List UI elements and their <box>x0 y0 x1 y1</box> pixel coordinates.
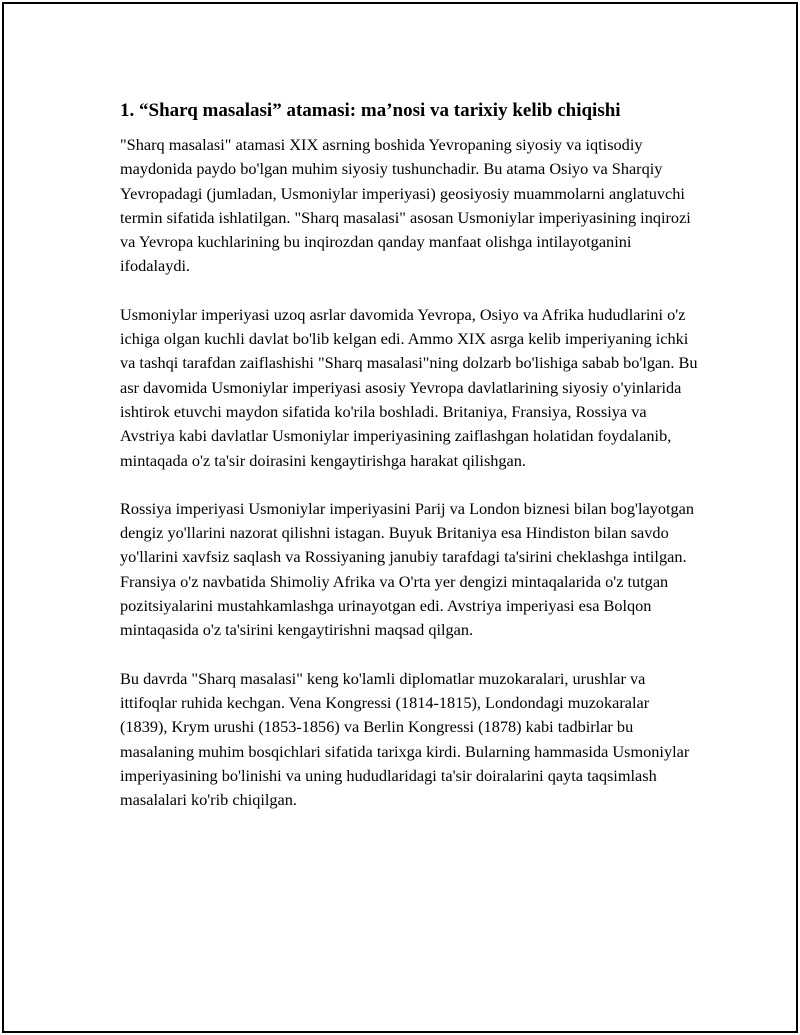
paragraph-1: "Sharq masalasi" atamasi XIX asrning boshida Yevropaning siyosiy va iqtisodiy maydonida paydo bo'lgan muhim siyosiy tushunchadir. Bu atama Osiyo va Sharqiy Yevropadagi (jumladan, Usmoniylar imperiyasi) geosiyosiy muammolarni anglatuvchi termin sifatida ishlatilgan. "Sharq masalasi" asosan Usmoniylar imperiyasining inqirozi va Yevropa kuchlarining bu inqirozdan qanday manfaat olishga intilayotganini ifodalaydi. <box>120 135 691 276</box>
paragraph-3: Rossiya imperiyasi Usmoniylar imperiyasini Parij va London biznesi bilan bog'layotgan dengiz yo'llarini nazorat qilishni istagan. Buyuk Britaniya esa Hindiston bilan savdo yo'llarini xavfsiz saqlash va Rossiyaning janubiy tarafdagi ta'sirini cheklashga intilgan. Fransiya o'z navbatida Shimoliy Afrika va O'rta yer dengizi mintaqalarida o'z tutgan pozitsiyalarini mustahkamlashga urinayotgan edi. Avstriya imperiyasi esa Bolqon mintaqasida o'z ta'sirini kengaytirishni maqsad qilgan. <box>120 498 695 640</box>
paragraph-2: Usmoniylar imperiyasi uzoq asrlar davomida Yevropa, Osiyo va Afrika hududlarini o'z ichiga olgan kuchli davlat bo'lib kelgan edi. Ammo XIX asrga kelib imperiyaning ichki va tashqi tarafdan zaiflashishi "Sharq masalasi"ning dolzarb bo'lishiga sabab bo'lgan. Bu asr davomida Usmoniylar imperiyasi asosiy Yevropa davlatlarining siyosiy o'yinlarida ishtirok etuvchi maydon sifatida ko'rila boshladi. Britaniya, Fransiya, Rossiya va Avstriya kabi davlatlar Usmoniylar imperiyasining zaiflashgan holatidan foydalanib, mintaqada o'z ta'sir doirasini kengaytirishga harakat qilishgan. <box>120 304 698 470</box>
section-heading: 1. “Sharq masalasi” atamasi: ma’nosi va tarixiy kelib chiqishi <box>120 100 621 121</box>
paragraph-4: Bu davrda "Sharq masalasi" keng ko'lamli diplomatlar muzokaralari, urushlar va ittifoqlar ruhida kechgan. Vena Kongressi (1814-1815), Londondagi muzokaralar (1839), Krym urushi (1853-1856) va Berlin Kongressi (1878) kabi tadbirlar bu masalaning muhim bosqichlari sifatida tarixga kirdi. Bularning hammasida Usmoniylar imperiyasining bo'linishi va uning hududlaridagi ta'sir doiralarini qayta taqsimlash masalalari ko'rib chiqilgan. <box>120 668 690 810</box>
page-frame <box>2 2 798 1033</box>
document-body <box>120 97 700 836</box>
